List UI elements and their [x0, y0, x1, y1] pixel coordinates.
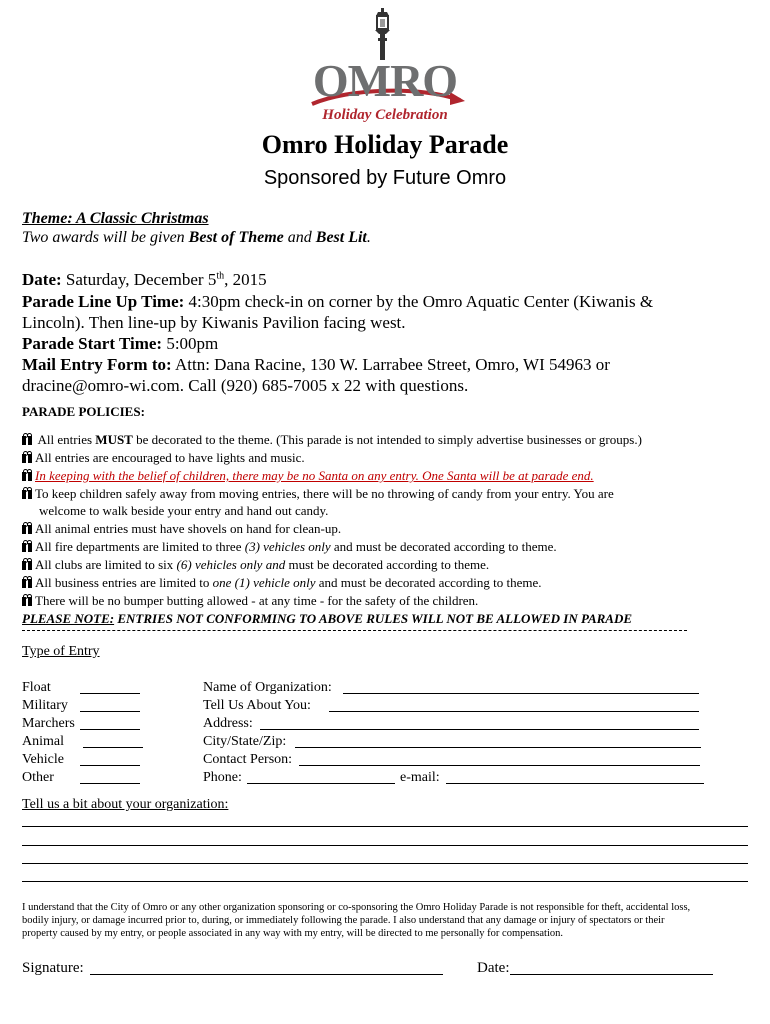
about-field[interactable]	[329, 699, 699, 712]
phone-field[interactable]	[247, 771, 395, 784]
gift-icon	[22, 596, 32, 606]
email-field[interactable]	[446, 771, 704, 784]
mail-value: Attn: Dana Racine, 130 W. Larrabee Street, Omro, WI 54963 or	[171, 355, 610, 374]
award-best-of-theme: Best of Theme	[188, 229, 284, 246]
about-org-line-1[interactable]	[22, 826, 748, 827]
contact-label: Contact Person:	[203, 752, 293, 767]
start-line	[22, 334, 218, 354]
gift-icon	[22, 453, 32, 463]
awards-line	[22, 229, 371, 247]
page-title: Omro Holiday Parade	[261, 130, 509, 159]
date-year: , 2015	[224, 270, 267, 289]
email-label: e-mail:	[400, 770, 440, 785]
lineup-value: 4:30pm check-in on corner by the Omro Aquatic Center (Kiwanis &	[184, 292, 654, 311]
marchers-blank[interactable]	[80, 717, 140, 730]
policies-heading: PARADE POLICIES:	[22, 404, 145, 419]
date-value: Saturday, December 5	[61, 270, 217, 289]
address-label: Address:	[203, 716, 253, 731]
city-field[interactable]	[295, 735, 701, 748]
cut-line	[22, 630, 687, 631]
gift-icon	[22, 542, 32, 552]
entry-type-animal[interactable]: Animal	[22, 734, 64, 749]
note-text: ENTRIES NOT CONFORMING TO ABOVE RULES WILL NOT BE ALLOWED IN PARADE	[114, 611, 633, 626]
animal-blank[interactable]	[83, 735, 143, 748]
policy-item-cont: welcome to walk beside your entry and hand out candy.	[39, 503, 329, 518]
entry-type-float[interactable]: Float	[22, 680, 51, 695]
contact-field[interactable]	[299, 753, 700, 766]
mail-line-2: dracine@omro-wi.com. Call (920) 685-7005 x 22 with questions.	[22, 376, 469, 395]
mail-line	[22, 355, 610, 375]
about-org-line-2[interactable]	[22, 845, 748, 846]
start-value: 5:00pm	[162, 334, 219, 353]
policy-item: There will be no bumper butting allowed - at any time - for the safety of the children.	[22, 593, 478, 609]
lineup-line-2: Lincoln). Then line-up by Kiwanis Pavilion facing west.	[22, 313, 406, 332]
gift-icon	[22, 524, 32, 534]
other-blank[interactable]	[80, 771, 140, 784]
awards-suffix: .	[366, 229, 371, 246]
org-name-field[interactable]	[343, 681, 699, 694]
about-org-line-3[interactable]	[22, 863, 748, 864]
about-org-line-4[interactable]	[22, 881, 748, 882]
float-blank[interactable]	[80, 681, 140, 694]
logo-tagline: Holiday Celebration	[322, 107, 448, 123]
date-sign-field[interactable]	[510, 962, 713, 975]
entry-type-other[interactable]: Other	[22, 770, 54, 785]
mail-label: Mail Entry Form to:	[22, 355, 172, 374]
org-name-label: Name of Organization:	[203, 680, 332, 695]
start-label: Parade Start Time:	[22, 334, 163, 353]
note-label: PLEASE NOTE:	[22, 611, 115, 626]
signature-label: Signature:	[22, 960, 84, 976]
policy-item: All entries are encouraged to have lights and music.	[22, 450, 305, 466]
gift-icon	[22, 435, 32, 445]
military-blank[interactable]	[80, 699, 140, 712]
award-best-lit: Best Lit	[315, 229, 367, 246]
gift-icon	[22, 471, 32, 481]
disclaimer-line-1: I understand that the City of Omro or any other organization sponsoring or co-sponsoring the Omro Holiday Parade is not responsible for theft, accidental loss,	[22, 902, 691, 913]
please-note	[22, 611, 632, 627]
disclaimer-line-2: bodily injury, or damage incurred prior to, during, or immediately following the parade. I also understand that any damage or injury of spectators or their	[22, 915, 665, 926]
signature-field[interactable]	[90, 962, 443, 975]
omro-logo	[300, 8, 470, 126]
logo-wordmark: OMRO	[312, 55, 458, 106]
entry-type-heading: Type of Entry	[22, 644, 100, 659]
tell-us-heading: Tell us a bit about your organization:	[22, 797, 229, 812]
entry-type-marchers[interactable]: Marchers	[22, 716, 75, 731]
theme-heading: Theme: A Classic Christmas	[22, 210, 209, 227]
gift-icon	[22, 489, 32, 499]
date-sign-label: Date:	[477, 960, 510, 976]
policy-item: All entries MUST be decorated to the theme. (This parade is not intended to simply advertise businesses or groups.)	[22, 432, 642, 448]
page-subtitle: Sponsored by Future Omro	[263, 167, 507, 189]
about-label: Tell Us About You:	[203, 698, 311, 713]
awards-prefix: Two awards will be given	[22, 229, 189, 246]
policy-item: All animal entries must have shovels on hand for clean-up.	[22, 521, 341, 537]
vehicle-blank[interactable]	[80, 753, 140, 766]
policy-item: All clubs are limited to six (6) vehicles only and must be decorated according to theme.	[22, 557, 489, 573]
date-label: Date:	[22, 270, 62, 289]
address-field[interactable]	[260, 717, 699, 730]
gift-icon	[22, 560, 32, 570]
entry-type-military[interactable]: Military	[22, 698, 68, 713]
policy-item: To keep children safely away from moving entries, there will be no throwing of candy from your entry. You are	[22, 486, 614, 502]
policy-item: All business entries are limited to one (1) vehicle only and must be decorated according to theme.	[22, 575, 542, 591]
lineup-label: Parade Line Up Time:	[22, 292, 185, 311]
entry-type-vehicle[interactable]: Vehicle	[22, 752, 64, 767]
disclaimer-line-3: property caused by my entry, or people associated in any way with my entry, will be directed to me personally for compensation.	[22, 928, 563, 939]
date-line	[22, 270, 267, 290]
policy-item: All fire departments are limited to three (3) vehicles only and must be decorated according to theme.	[22, 539, 557, 555]
city-label: City/State/Zip:	[203, 734, 287, 749]
awards-and: and	[283, 229, 316, 246]
phone-label: Phone:	[203, 770, 242, 785]
policy-item: In keeping with the belief of children, there may be no Santa on any entry. One Santa will be at parade end.	[22, 468, 594, 484]
gift-icon	[22, 578, 32, 588]
lineup-line	[22, 292, 653, 312]
date-sup: th	[216, 270, 225, 282]
